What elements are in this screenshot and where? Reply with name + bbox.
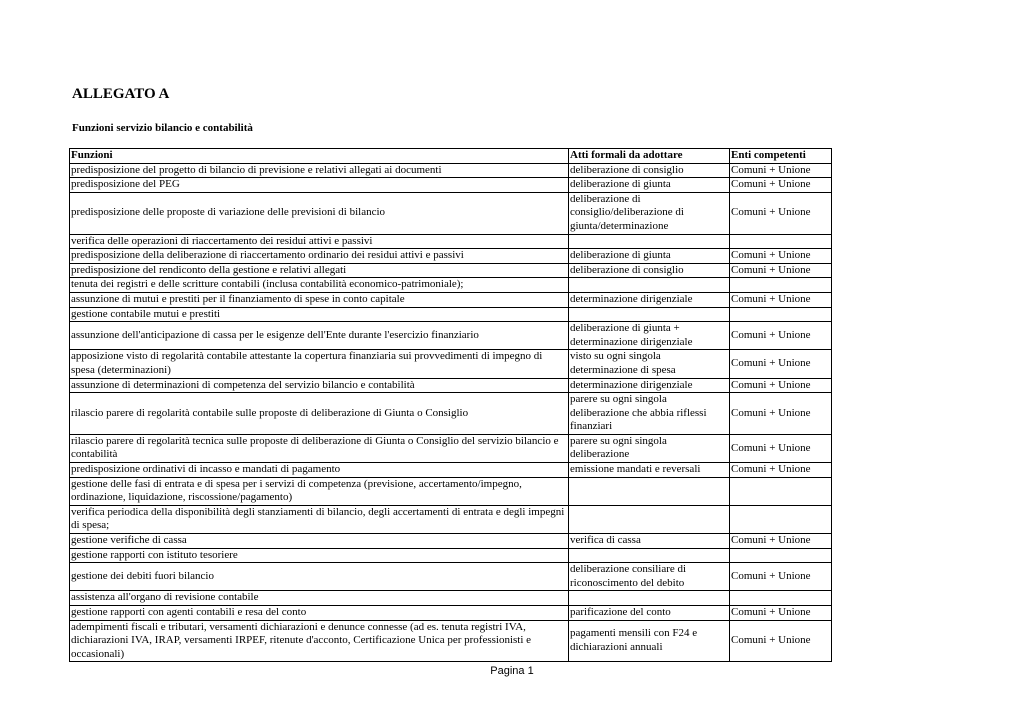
page-title: ALLEGATO A [72,86,170,102]
cell-funzione: verifica periodica della disponibilità degli stanziamenti di bilancio, degli accertamenti di entrata e degli impegni di spesa; [70,505,569,533]
cell-funzione: gestione verifiche di cassa [70,534,569,549]
cell-enti-competenti [730,477,832,505]
cell-enti-competenti: Comuni + Unione [730,534,832,549]
cell-atti-formali [569,505,730,533]
table-row [70,163,832,178]
cell-funzione: gestione rapporti con istituto tesoriere [70,548,569,563]
section-subtitle: Funzioni servizio bilancio e contabilità [72,122,253,134]
cell-funzione: predisposizione del rendiconto della gestione e relativi allegati [70,263,569,278]
cell-enti-competenti [730,307,832,322]
cell-atti-formali: verifica di cassa [569,534,730,549]
cell-enti-competenti: Comuni + Unione [730,563,832,591]
cell-atti-formali: parificazione del conto [569,606,730,621]
cell-enti-competenti: Comuni + Unione [730,620,832,662]
table-row [70,249,832,264]
cell-atti-formali: pagamenti mensili con F24 e dichiarazioni annuali [569,620,730,662]
table-row [70,393,832,435]
cell-funzione: predisposizione ordinativi di incasso e mandati di pagamento [70,463,569,478]
cell-funzione: assunzione di determinazioni di competenza del servizio bilancio e contabilità [70,378,569,393]
table-row [70,534,832,549]
cell-funzione: rilascio parere di regolarità tecnica sulle proposte di deliberazione di Giunta o Consiglio del servizio bilancio e contabilità [70,434,569,462]
cell-enti-competenti [730,505,832,533]
cell-enti-competenti [730,591,832,606]
cell-funzione: gestione dei debiti fuori bilancio [70,563,569,591]
cell-funzione: adempimenti fiscali e tributari, versamenti dichiarazioni e denunce connesse (ad es. tenuta registri IVA, dichiarazioni IVA, IRAP, versamenti IRPEF, ritenute d'acconto, Certificazione Unica per professionisti e occasionali) [70,620,569,662]
table-row [70,563,832,591]
cell-atti-formali [569,307,730,322]
cell-atti-formali [569,234,730,249]
table-row [70,178,832,193]
cell-enti-competenti [730,278,832,293]
table-row [70,548,832,563]
cell-atti-formali: deliberazione di giunta + determinazione dirigenziale [569,322,730,350]
table-row [70,322,832,350]
cell-atti-formali: deliberazione di giunta [569,249,730,264]
cell-atti-formali: deliberazione di consiglio [569,263,730,278]
cell-enti-competenti: Comuni + Unione [730,163,832,178]
cell-funzione: verifica delle operazioni di riaccertamento dei residui attivi e passivi [70,234,569,249]
cell-funzione: assunzione dell'anticipazione di cassa per le esigenze dell'Ente durante l'esercizio finanziario [70,322,569,350]
cell-atti-formali: parere su ogni singola deliberazione che abbia riflessi finanziari [569,393,730,435]
cell-funzione: gestione contabile mutui e prestiti [70,307,569,322]
cell-atti-formali: parere su ogni singola deliberazione [569,434,730,462]
table-row [70,505,832,533]
cell-enti-competenti: Comuni + Unione [730,263,832,278]
cell-funzione: predisposizione del progetto di bilancio di previsione e relativi allegati ai documenti [70,163,569,178]
table-row [70,307,832,322]
cell-enti-competenti: Comuni + Unione [730,606,832,621]
cell-funzione: assunzione di mutui e prestiti per il finanziamento di spese in conto capitale [70,292,569,307]
cell-funzione: predisposizione delle proposte di variazione delle previsioni di bilancio [70,192,569,234]
functions-table [69,148,832,662]
cell-enti-competenti: Comuni + Unione [730,292,832,307]
cell-atti-formali: deliberazione di consiglio/deliberazione di giunta/determinazione [569,192,730,234]
cell-funzione: assistenza all'organo di revisione contabile [70,591,569,606]
cell-enti-competenti: Comuni + Unione [730,434,832,462]
table-row [70,234,832,249]
cell-atti-formali: visto su ogni singola determinazione di spesa [569,350,730,378]
cell-atti-formali: determinazione dirigenziale [569,378,730,393]
cell-funzione: apposizione visto di regolarità contabile attestante la copertura finanziaria sui provvedimenti di impegno di spesa (determinazioni) [70,350,569,378]
cell-funzione: predisposizione della deliberazione di riaccertamento ordinario dei residui attivi e passivi [70,249,569,264]
cell-atti-formali [569,278,730,293]
table-header-row [70,149,832,164]
cell-atti-formali [569,591,730,606]
table-row [70,620,832,662]
cell-atti-formali: emissione mandati e reversali [569,463,730,478]
cell-enti-competenti: Comuni + Unione [730,350,832,378]
header-atti-formali: Atti formali da adottare [569,149,730,164]
table-row [70,378,832,393]
cell-enti-competenti [730,548,832,563]
cell-atti-formali: deliberazione di consiglio [569,163,730,178]
cell-enti-competenti: Comuni + Unione [730,393,832,435]
cell-enti-competenti: Comuni + Unione [730,178,832,193]
table-row [70,606,832,621]
cell-enti-competenti: Comuni + Unione [730,322,832,350]
table-row [70,463,832,478]
cell-enti-competenti: Comuni + Unione [730,463,832,478]
cell-atti-formali: deliberazione di giunta [569,178,730,193]
cell-atti-formali [569,477,730,505]
header-enti-competenti: Enti competenti [730,149,832,164]
cell-funzione: gestione rapporti con agenti contabili e resa del conto [70,606,569,621]
cell-enti-competenti: Comuni + Unione [730,378,832,393]
cell-atti-formali [569,548,730,563]
table-row [70,477,832,505]
table-body [70,163,832,662]
table-row [70,434,832,462]
table-row [70,278,832,293]
cell-funzione: tenuta dei registri e delle scritture contabili (inclusa contabilità economico-patrimoniale); [70,278,569,293]
cell-funzione: gestione delle fasi di entrata e di spesa per i servizi di competenza (previsione, accertamento/impegno, ordinazione, liquidazione, riscossione/pagamento) [70,477,569,505]
table-row [70,350,832,378]
table-row [70,192,832,234]
cell-atti-formali: determinazione dirigenziale [569,292,730,307]
cell-enti-competenti: Comuni + Unione [730,192,832,234]
cell-funzione: rilascio parere di regolarità contabile sulle proposte di deliberazione di Giunta o Consiglio [70,393,569,435]
page-number: Pagina 1 [490,665,534,677]
cell-enti-competenti: Comuni + Unione [730,249,832,264]
header-funzioni: Funzioni [70,149,569,164]
table-row [70,591,832,606]
cell-funzione: predisposizione del PEG [70,178,569,193]
table-row [70,263,832,278]
cell-atti-formali: deliberazione consiliare di riconoscimento del debito [569,563,730,591]
cell-enti-competenti [730,234,832,249]
table-row [70,292,832,307]
